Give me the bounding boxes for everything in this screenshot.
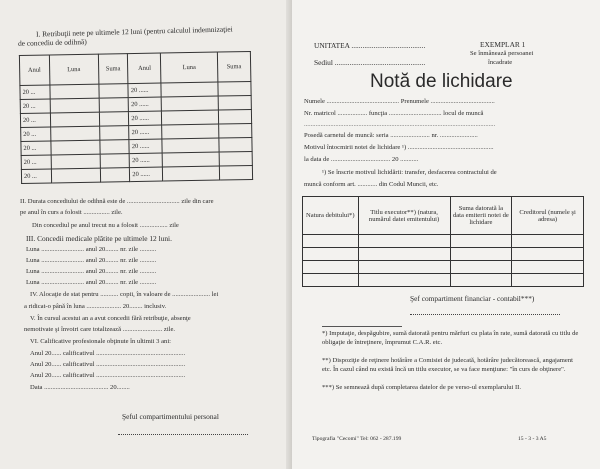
cell-anul: 20 ...	[21, 141, 51, 156]
section-5-line-1: V. În cursul acestui an a avut concedii fără retribuţie, absenţe	[30, 315, 191, 322]
right-signature-label: Şef compartiment financiar - contabil***)	[410, 294, 535, 303]
col-suma-datorata: Suma datorată la data emiterii notei de lichidare	[450, 197, 512, 235]
col-natura-debitului: Natura debitului*)	[303, 197, 359, 235]
section-2-line-1: II. Durata concediului de odihnă este de ................................ zile din care	[20, 198, 214, 205]
col-anul: Anul	[19, 55, 49, 86]
debite-table	[302, 196, 584, 287]
calificativ-row: Anul 20...... calificativul ......................................................	[30, 372, 186, 379]
section-6-heading: VI. Calificative profesionale obţinute în ultimii 3 ani:	[30, 338, 171, 345]
cell-anul: 20 ...	[21, 155, 51, 170]
numele-field: Numele ............................................ Prenumele .......................................	[304, 98, 495, 105]
section-2-line-3: Din concediul pe anul trecut nu a folosit ................. zile	[32, 222, 179, 229]
cell-anul: 20 ...	[20, 113, 50, 128]
note-1-line-1: ¹) Se înscrie motivul lichidării: transfer, desfacerea contractului de	[322, 169, 497, 176]
printer-imprint: Tipografia "Cecomi" Tel: 062 - 287.199	[312, 436, 402, 442]
exemplar-note-1: Se înmânează persoanei	[470, 50, 534, 57]
section-3-heading: III. Concedii medicale plătite pe ultimele 12 luni.	[26, 234, 172, 243]
blank-line: ....................................................................................................................	[304, 121, 496, 128]
left-signature-line	[118, 434, 248, 435]
cell-anul-2: 20 ......	[130, 153, 163, 168]
col-anul-2: Anul	[128, 53, 162, 84]
cell-anul-2: 20 ......	[129, 97, 162, 112]
section-1-heading: I. Retribuţii nete pe ultimele 12 luni (pentru calculul indemnizaţiei	[35, 24, 233, 39]
medical-row: Luna .......................... anul 20........ nr. zile ..........	[26, 257, 157, 264]
note-1-line-2: muncă conform art. ............ din Codul Muncii, etc.	[304, 181, 439, 188]
left-signature-label: Şeful compartimentului personal	[122, 412, 219, 421]
section-4-line-2: a ridicat-o până în luna ..................... 20........ inclusiv.	[24, 303, 167, 310]
footnote-rule	[322, 326, 402, 327]
exemplar-note-2: încadrate	[488, 59, 513, 66]
retributii-table	[19, 51, 253, 184]
table-row	[21, 165, 252, 183]
right-page	[292, 0, 600, 469]
carnet-field: Posedă carnetul de muncă: seria ........................ nr. .......................	[304, 132, 478, 139]
motivul-field: Motivul întocmirii notei de lichidare ¹) ....................................................	[304, 144, 494, 151]
left-page	[0, 0, 292, 469]
cell-anul-2: 20 ......	[130, 167, 163, 182]
footnote-1: *) Imputaţie, despăgubire, sumă datorată pentru mărfuri cu plata în rate, sumă datorată cu titlu de obligaţie de întreţinere, împrumut C.A.R. etc.	[322, 330, 579, 346]
cell-anul: 20 ...	[20, 85, 50, 100]
col-suma-2: Suma	[217, 51, 251, 82]
footnote-3: ***) Se semnează după completarea datelor de pe verso-ul exemplarului II.	[322, 384, 522, 391]
document-title: Notă de lichidare	[370, 71, 513, 92]
right-signature-line	[410, 314, 560, 315]
medical-row: Luna .......................... anul 20........ nr. zile ..........	[26, 268, 157, 275]
section-1-heading-cont: de concediu de odihnă)	[17, 37, 87, 48]
form-code: 15 - 3 - 3 A5	[518, 436, 547, 442]
cell-anul: 20 ...	[20, 99, 50, 114]
data-field: la data de .................................... 20 ...........	[304, 156, 419, 163]
sediul-field: Sediul .................................................	[314, 58, 426, 67]
exemplar-label: EXEMPLAR 1	[480, 40, 526, 49]
col-titlu-executor: Titlu executor**) (natura, numărul datei emitentului)	[358, 197, 450, 235]
table-row	[303, 248, 584, 261]
cell-anul-2: 20 ......	[129, 125, 162, 140]
cell-anul-2: 20 ......	[128, 83, 161, 98]
table-row	[303, 261, 584, 274]
matricol-field: Nr. matricol .................. funcţia ................................ locul de muncă	[304, 110, 484, 117]
col-luna: Luna	[49, 54, 99, 85]
cell-anul: 20 ...	[21, 169, 51, 184]
table-row	[303, 274, 584, 287]
medical-row: Luna .......................... anul 20........ nr. zile ..........	[26, 279, 157, 286]
col-suma: Suma	[98, 54, 128, 85]
medical-row: Luna .......................... anul 20........ nr. zile ..........	[26, 246, 157, 253]
section-2-line-2: pe anul în curs a folosit ................ zile.	[20, 209, 123, 216]
cell-anul-2: 20 ......	[129, 139, 162, 154]
unitatea-field: UNITATEA ........................................	[314, 41, 426, 50]
calificativ-row: Anul 20...... calificativul ......................................................	[30, 361, 186, 368]
cell-anul-2: 20 ......	[129, 111, 162, 126]
cell-anul: 20 ...	[21, 127, 51, 142]
section-5-line-2: nemotivate şi învoiri care totalizează ........................ zile.	[24, 326, 176, 333]
footnote-2: **) Dispoziţie de reţinere hotărâre a Comisiei de judecată, hotărâre judecătorească, angajament etc. În cazul când nu există încă un titlu executor, se va face menţiune: "în curs de obţinere".	[322, 357, 573, 373]
retributii-table-body	[20, 81, 253, 183]
calificativ-row: Anul 20...... calificativul ......................................................	[30, 350, 186, 357]
col-luna-2: Luna	[161, 52, 218, 83]
section-4-line-1: IV. Alocaţie de stat pentru ........... copii, în valoare de ....................... lei	[30, 291, 219, 298]
col-creditorul: Creditorul (numele şi adresa)	[512, 197, 584, 235]
table-row	[303, 235, 584, 248]
date-line: Data ....................................... 20........	[30, 384, 130, 391]
